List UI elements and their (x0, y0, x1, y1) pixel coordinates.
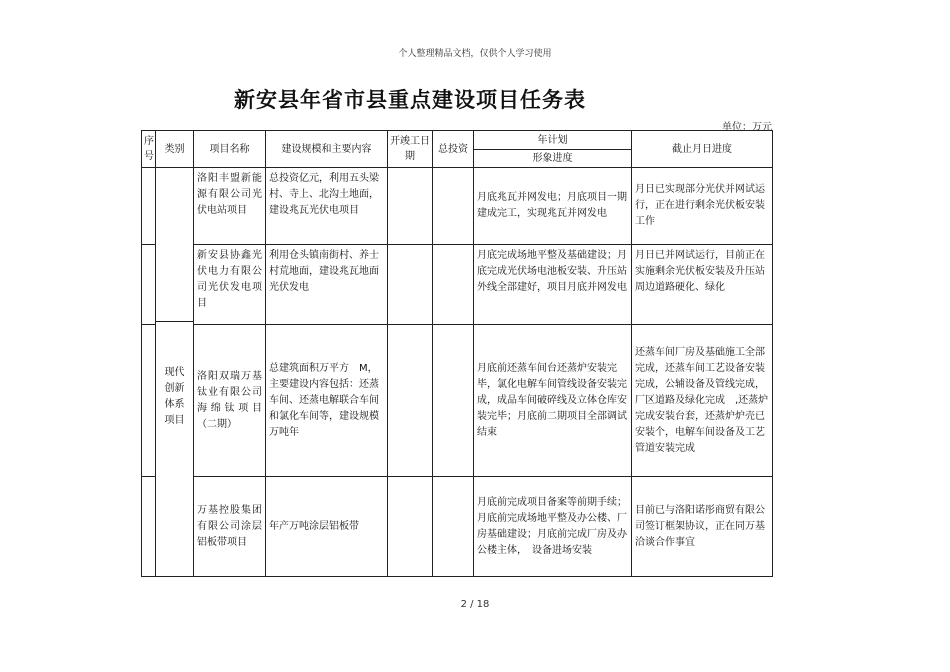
header-progress-target: 形象进度 (474, 150, 632, 168)
project-start-date (388, 477, 433, 577)
project-plan: 月底前完成项目备案等前期手续；月底前完成场地平整及办公楼、厂房基础建设；月底前完成厂房及办公楼主体， 设备进场安装 (474, 477, 632, 577)
header-name: 项目名称 (194, 131, 266, 168)
project-name: 洛阳丰盟新能源有限公司光伏电站项目 (194, 168, 266, 245)
project-table (141, 130, 773, 577)
project-plan: 月底完成场地平整及基础建设；月底完成光伏场电池板安装、升压站外线全部建好，项目月底并网发电 (474, 245, 632, 325)
project-progress: 月日已实现部分光伏并网试运行，正在进行剩余光伏板安装工作 (632, 168, 773, 245)
project-name: 万基控股集团有限公司涂层铝板带项目 (194, 477, 266, 577)
project-total-investment (433, 245, 474, 325)
project-total-investment (433, 325, 474, 477)
header-seq: 序号 (142, 131, 156, 168)
seq-cell (142, 477, 156, 577)
page-title: 新安县年省市县重点建设项目任务表 (234, 88, 586, 112)
project-scale: 利用仓头镇南街村、养士村荒地面，建设兆瓦地面光伏发电 (266, 245, 388, 325)
header-total-investment: 总投资 (433, 131, 474, 168)
seq-cell (142, 325, 156, 477)
header-scale: 建设规模和主要内容 (266, 131, 388, 168)
project-start-date (388, 245, 433, 325)
project-progress: 月日已并网试运行，目前正在实施剩余光伏板安装及升压站周边道路硬化、绿化 (632, 245, 773, 325)
project-total-investment (433, 477, 474, 577)
page-number: 2 / 18 (460, 599, 490, 610)
project-scale: 总投资亿元，利用五头梁村、寺上、北沟土地面，建设兆瓦光伏电项目 (266, 168, 388, 245)
project-name: 洛阳双瑞万基钛业有限公司海绵钛项目（二期） (194, 325, 266, 477)
category-cell (156, 168, 194, 577)
project-plan: 月底兆瓦并网发电；月底项目一期建成完工，实现兆瓦并网发电 (474, 168, 632, 245)
header-start-date: 开竣工日期 (388, 131, 433, 168)
seq-cell (142, 168, 156, 245)
header-annual-plan: 年计划 (474, 131, 632, 150)
header-note: 个人整理精品文档，仅供个人学习使用 (398, 49, 552, 59)
project-scale: 年产万吨涂层铝板带 (266, 477, 388, 577)
header-category: 类别 (156, 131, 194, 168)
project-name: 新安县协鑫光伏电力有限公司光伏发电项目 (194, 245, 266, 325)
project-total-investment (433, 168, 474, 245)
table-row (142, 245, 773, 325)
project-start-date (388, 168, 433, 245)
unit-label: 单位：万元 (722, 122, 772, 133)
category-label: 现代创新体系项目 (164, 367, 185, 426)
table-row (142, 168, 773, 245)
header-current-progress: 截止月日进度 (632, 131, 773, 168)
project-progress: 还蒸车间厂房及基础施工全部完成，还蒸车间工艺设备安装完成，公辅设备及管线完成，厂区道路及绿化完成 ,还蒸炉完成安装台套，还蒸炉炉壳已安装个，电解车间设备及工艺管道安装完成 (632, 325, 773, 477)
seq-cell (142, 245, 156, 325)
project-plan: 月底前还蒸车间台还蒸炉安装完毕，氯化电解车间管线设备安装完成，成品车间破碎线及立体仓库安装完毕；月底前二期项目全部调试结束 (474, 325, 632, 477)
project-scale: 总建筑面积万平方 M，主要建设内容包括：还蒸车间、还蒸电解联合车间和氯化车间等，建设规模万吨年 (266, 325, 388, 477)
table-row (142, 325, 773, 477)
project-start-date (388, 325, 433, 477)
project-progress: 目前已与洛阳诺彤商贸有限公司签订框架协议，正在同万基洽谈合作事宜 (632, 477, 773, 577)
table-row (142, 477, 773, 577)
